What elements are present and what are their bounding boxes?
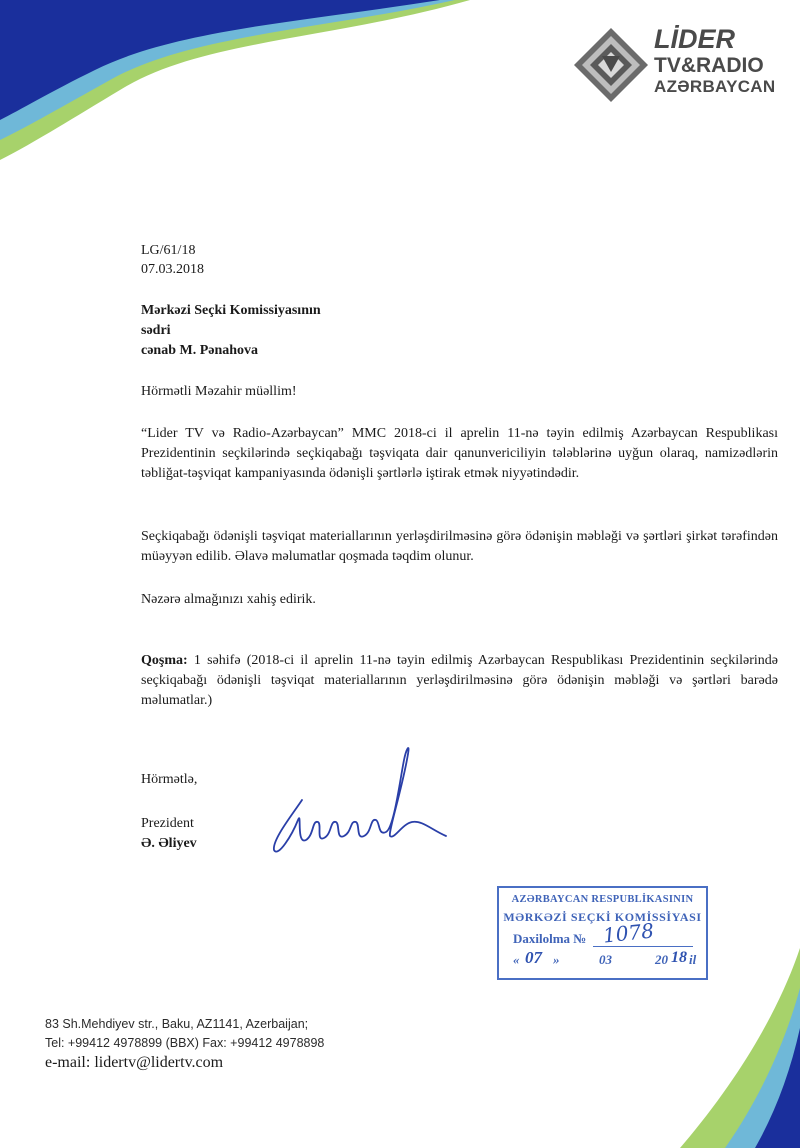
- registration-stamp: [497, 886, 708, 980]
- stamp-date-month: 03: [599, 952, 612, 967]
- stamp-reg-number: 1078: [601, 918, 656, 948]
- logo-wordmark: [654, 26, 775, 95]
- reference-date: 07.03.2018: [141, 262, 204, 277]
- logo-line-lider: LİDER: [654, 24, 735, 54]
- footer-email[interactable]: e-mail: lidertv@lidertv.com: [45, 1054, 224, 1071]
- handwritten-signature: [262, 740, 452, 860]
- body-paragraph-2: Seçkiqabağı ödənişli təşviqat materiallarının yerləşdirilməsinə görə ödənişin məbləği və şərtləri şirkət tərəfindən müəyyən edilib. Əlavə məlumatlar qoşmada təqdim olunur.: [141, 529, 778, 564]
- attachment-text: 1 səhifə (2018-ci il aprelin 11-nə təyin edilmiş Azərbaycan Respublikası Prezidentinin seçkilərində seçkiqabağı ödənişli təşviqat materiallarının yerləşdirilməsinə görə ödənişin məbləği və şərtləri barədə məlumatlar.): [141, 653, 778, 708]
- company-logo: [572, 26, 782, 106]
- stamp-line2: MƏRKƏZİ SEÇKİ KOMİSSİYASI: [503, 910, 702, 924]
- reference-number: LG/61/18: [141, 243, 196, 258]
- footer-phones: Tel: +99412 4978899 (BBX) Fax: +99412 4978898: [45, 1036, 325, 1050]
- stamp-date-close-quote: »: [553, 952, 560, 967]
- addressee-line1: Mərkəzi Seçki Komissiyasının: [141, 303, 321, 318]
- footer-address: 83 Sh.Mehdiyev str., Baku, AZ1141, Azerbaijan;: [45, 1017, 309, 1031]
- signatory-title: Prezident: [141, 816, 194, 831]
- body-paragraph-1: “Lider TV və Radio-Azərbaycan” MMC 2018-ci il aprelin 11-nə təyin edilmiş Azərbaycan Respublikası Prezidentinin seçkilərində seçkiqabağı təşviqata dair qanunvericiliyin tələblərinə uyğun olaraq, namizədlərin təbliğat-təşviqat kampaniyasında ödənişli şərtlərlə iştirak etmək niyyətindədir.: [141, 426, 778, 481]
- stamp-reg-label: Daxilolma №: [513, 931, 587, 946]
- body-paragraph-3: Nəzərə almağınızı xahiş edirik.: [141, 592, 316, 607]
- logo-line-tvradio: TV&RADIO: [654, 54, 764, 77]
- header-wave-decoration: [0, 0, 500, 165]
- stamp-date-il: il: [689, 952, 697, 967]
- attachment-label: Qoşma:: [141, 653, 188, 668]
- addressee-block: [141, 301, 321, 361]
- addressee-line2: sədri: [141, 323, 171, 338]
- salutation: Hörmətli Məzahir müəllim!: [141, 384, 297, 399]
- stamp-line1: AZƏRBAYCAN RESPUBLİKASININ: [511, 894, 694, 905]
- closing-phrase: Hörmətlə,: [141, 772, 198, 787]
- stamp-date-year-prefix: 20: [655, 952, 668, 967]
- attachment-note: [141, 651, 778, 711]
- lider-diamond-logo-icon: [572, 26, 650, 104]
- addressee-line3: cənab M. Pənahova: [141, 343, 259, 358]
- signatory-name: Ə. Əliyev: [141, 836, 197, 851]
- stamp-date-open-quote: «: [513, 952, 520, 967]
- logo-line-azerbaycan: AZƏRBAYCAN: [654, 77, 776, 96]
- stamp-reg-underline: [593, 946, 693, 947]
- letter-reference: [141, 241, 204, 279]
- stamp-date-day: 07: [525, 948, 542, 967]
- stamp-date-year-suffix: 18: [671, 949, 687, 966]
- signatory-block: [141, 814, 197, 854]
